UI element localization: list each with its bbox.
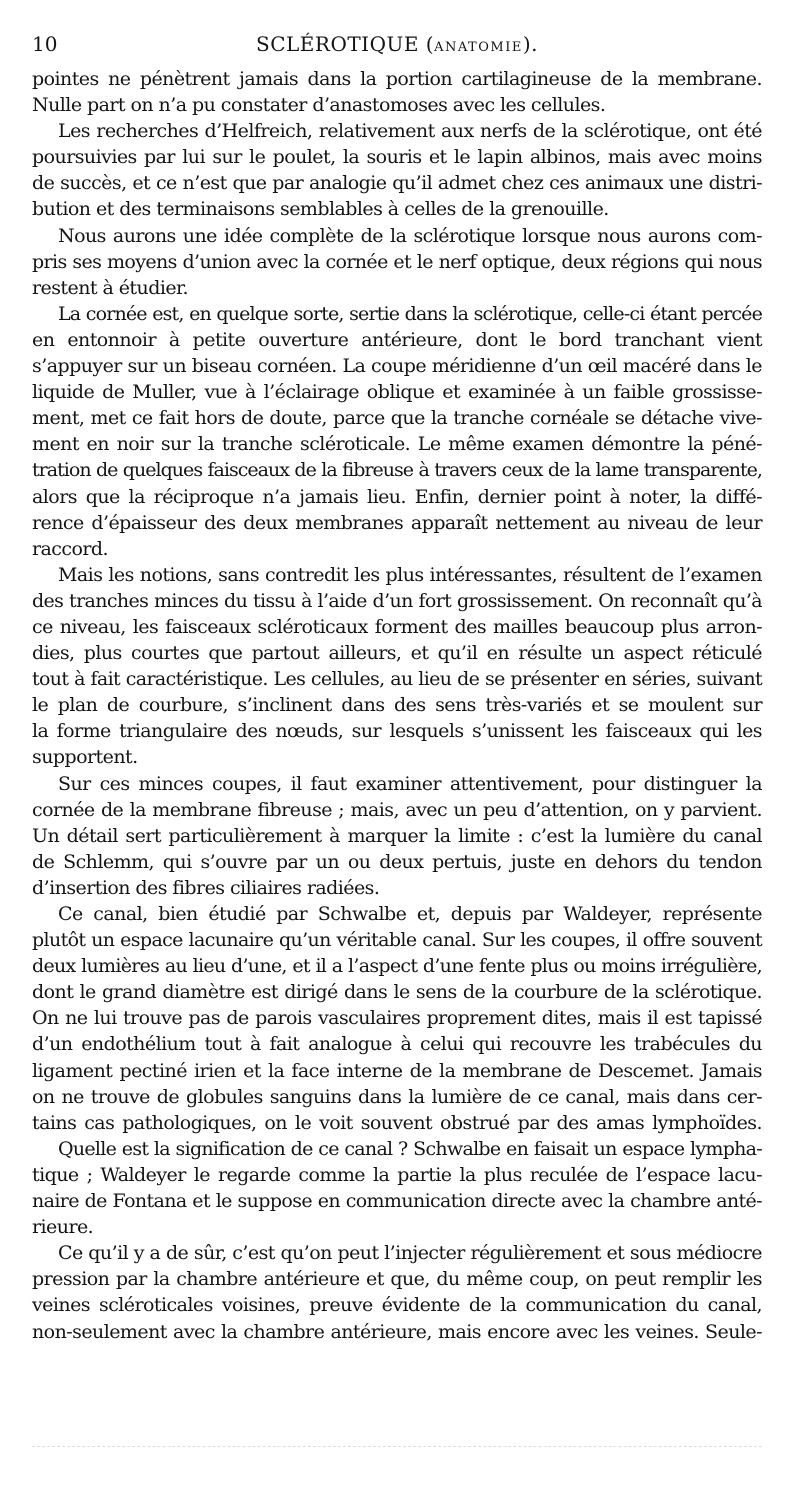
text-line: cornée de la membrane fibreuse ; mais, avec un peu d’attention, on y parvient. [32, 798, 762, 821]
text-line: bution et des terminaisons semblables à celles de la grenouille. [32, 198, 609, 221]
text-line: Nulle part on n’a pu constater d’anastomoses avec les cellules. [32, 94, 606, 117]
text-line: ment en noir sur la tranche scléroticale. Le même examen démontre la péné- [32, 433, 762, 456]
text-line: de succès, et ce n’est que par analogie qu’il admet chez ces animaux une distri- [32, 172, 762, 195]
text-line: pris ses moyens d’union avec la cornée et le nerf optique, deux régions qui nous [32, 250, 762, 273]
running-head-close: ). [522, 32, 538, 56]
page-header [32, 30, 762, 62]
text-line: rieure. [32, 1216, 94, 1239]
running-head-title: SCLÉROTIQUE [256, 32, 419, 56]
text-line: On ne lui trouve pas de parois vasculaires proprement dites, mais il est tapissé [32, 1007, 762, 1030]
text-line: dont le grand diamètre est dirigé dans le sens de la courbure de la sclérotique. [32, 981, 762, 1004]
text-line: Quelle est la signification de ce canal ? Schwalbe en faisait un espace lympha- [58, 1137, 762, 1160]
text-line: ce niveau, les faisceaux scléroticaux forment des mailles beaucoup plus arron- [32, 615, 762, 638]
text-line: raccord. [32, 537, 109, 560]
text-line: Un détail sert particulièrement à marquer la limite : c’est la lumière du canal [32, 824, 762, 847]
text-line: des tranches minces du tissu à l’aide d’un fort grossissement. On reconnaît qu’à [32, 589, 762, 612]
text-line: on ne trouve de globules sanguins dans la lumière de ce canal, mais dans cer- [32, 1085, 762, 1108]
text-line: La cornée est, en quelque sorte, sertie dans la sclérotique, celle-ci étant percée [58, 302, 762, 325]
text-line: rence d’épaisseur des deux membranes apparaît nettement au niveau de leur [32, 511, 762, 534]
page-number: 10 [32, 32, 58, 56]
text-line: Ce qu’il y a de sûr, c’est qu’on peut l’injecter régulièrement et sous médiocre [58, 1242, 762, 1265]
text-line: tique ; Waldeyer le regarde comme la partie la plus reculée de l’espace lacu- [32, 1163, 762, 1186]
text-line: deux lumières au lieu d’une, et il a l’aspect d’une fente plus ou moins irrégulière, [32, 955, 762, 978]
text-line: Les recherches d’Helfreich, relativement aux nerfs de la sclérotique, ont été [58, 120, 762, 143]
text-line: ment, met ce fait hors de doute, parce que la tranche cornéale se détache vive- [32, 407, 762, 430]
text-line: Nous aurons une idée complète de la sclérotique lorsque nous aurons com- [58, 224, 762, 247]
body-text [32, 66, 762, 1345]
running-head [32, 30, 762, 62]
text-line: pointes ne pénètrent jamais dans la portion cartilagineuse de la membrane. [32, 68, 762, 90]
text-line: Sur ces minces coupes, il faut examiner attentivement, pour distinguer la [58, 772, 762, 795]
text-line: restent à étudier. [32, 276, 188, 299]
text-line: la forme triangulaire des nœuds, sur lesquels s’unissent les faisceaux qui les [32, 720, 762, 743]
text-line: liquide de Muller, vue à l’éclairage oblique et examinée à un faible grossisse- [32, 381, 762, 404]
text-line: tout à fait caractéristique. Les cellules, au lieu de se présenter en séries, suivant [32, 668, 762, 691]
text-line: alors que la réciproque n’a jamais lieu. Enfin, dernier point à noter, la diffé- [32, 485, 762, 508]
text-line: poursuivies par lui sur le poulet, la souris et le lapin albinos, mais avec moins [32, 146, 762, 169]
text-line: Ce canal, bien étudié par Schwalbe et, depuis par Waldeyer, représente [58, 903, 762, 925]
text-line: pression par la chambre antérieure et que, du même coup, on peut remplir les [32, 1268, 762, 1291]
text-line: tains cas pathologiques, on le voit souvent obstrué par des amas lymphoïdes. [32, 1111, 762, 1134]
text-line: ligament pectiné irien et la face interne de la membrane de Descemet. Jamais [32, 1059, 762, 1082]
text-line: naire de Fontana et le suppose en communication directe avec la chambre anté- [32, 1190, 762, 1213]
text-line: Mais les notions, sans contredit les plus intéressantes, résultent de l’examen [58, 563, 762, 586]
text-line: le plan de courbure, s’inclinent dans des sens très-variés et se moulent sur [32, 694, 762, 717]
text-line: non-seulement avec la chambre antérieure, mais encore avec les veines. Seule- [32, 1320, 762, 1343]
page-bottom-rule [32, 1446, 762, 1451]
text-line: d’un endothélium tout à fait analogue à celui qui recouvre les trabécules du [32, 1033, 762, 1056]
text-line: plutôt un espace lacunaire qu’un véritable canal. Sur les coupes, il offre souvent [32, 929, 762, 952]
text-line: supportent. [32, 746, 138, 769]
running-head-subtitle: ANATOMIE [434, 40, 523, 55]
text-line: dies, plus courtes que partout ailleurs, et qu’il en résulte un aspect réticulé [32, 642, 762, 665]
text-line: tration de quelques faisceaux de la fibreuse à travers ceux de la lame transparente, [32, 459, 762, 482]
text-line: d’insertion des fibres ciliaires radiées. [32, 876, 380, 899]
text-line: de Schlemm, qui s’ouvre par un ou deux pertuis, juste en dehors du tendon [32, 850, 762, 873]
text-line: veines scléroticales voisines, preuve évidente de la communication du canal, [32, 1294, 762, 1317]
text-line: en entonnoir à petite ouverture antérieure, dont le bord tranchant vient [32, 328, 762, 351]
running-head-open: ( [418, 32, 435, 56]
text-line: s’appuyer sur un biseau cornéen. La coupe méridienne d’un œil macéré dans le [32, 355, 762, 378]
